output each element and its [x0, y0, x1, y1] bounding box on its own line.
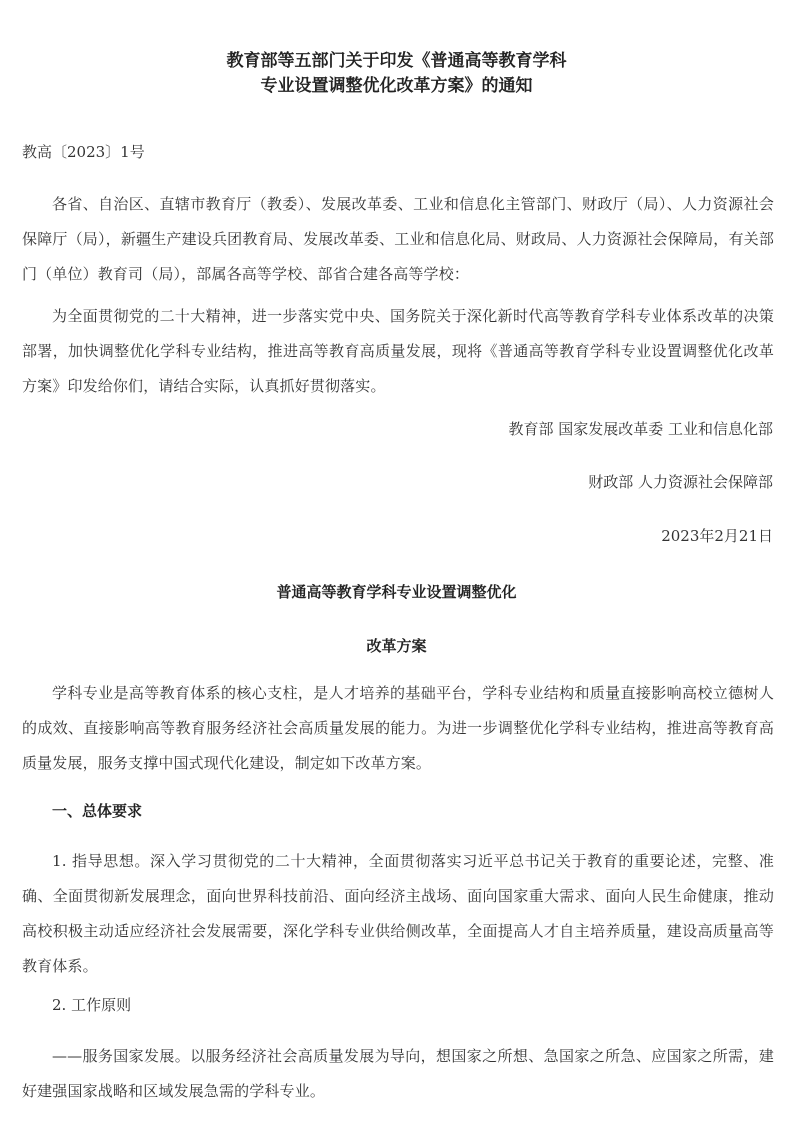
salutation-paragraph: 各省、自治区、直辖市教育厅（教委）、发展改革委、工业和信息化主管部门、财政厅（局）、人力资源社会保障厅（局），新疆生产建设兵团教育局、发展改革委、工业和信息化局、财政局、人力资源社会保障局，有关部门（单位）教育司（局），部属各高等学校、部省合建各高等学校： — [22, 195, 774, 283]
item1-paragraph: 1. 指导思想。深入学习贯彻党的二十大精神，全面贯彻落实习近平总书记关于教育的重要论述，完整、准确、全面贯彻新发展理念，面向世界科技前沿、面向经济主战场、面向国家重大需求、面向人民生命健康，推动高校积极主动适应经济社会发展需要，深化学科专业供给侧改革，全面提高人才自主培养质量，建设高质量高等教育体系。 — [22, 852, 774, 975]
notice-title-line1: 教育部等五部门关于印发《普通高等教育学科 — [226, 51, 567, 71]
section1-heading: 一、总体要求 — [52, 802, 143, 820]
notice-body-paragraph: 为全面贯彻党的二十大精神，进一步落实党中央、国务院关于深化新时代高等教育学科专业体系改革的决策部署，加快调整优化学科专业结构，推进高等教育高质量发展，现将《普通高等教育学科专业设置调整优化改革方案》印发给你们，请结合实际，认真抓好贯彻落实。 — [22, 307, 774, 395]
notice-title-line2: 专业设置调整优化改革方案》的通知 — [260, 76, 533, 96]
plan-title-line2: 改革方案 — [366, 637, 427, 655]
item2-heading: 2. 工作原则 — [52, 996, 132, 1014]
principle1-paragraph: ——服务国家发展。以服务经济社会高质量发展为导向，想国家之所想、急国家之所急、应国家之所需，建好建强国家战略和区域发展急需的学科专业。 — [22, 1047, 774, 1100]
notice-date: 2023年2月21日 — [661, 527, 773, 545]
signatories-line1: 教育部 国家发展改革委 工业和信息化部 — [508, 420, 773, 438]
signatories-line2: 财政部 人力资源社会保障部 — [588, 473, 773, 491]
plan-intro-paragraph: 学科专业是高等教育体系的核心支柱，是人才培养的基础平台，学科专业结构和质量直接影响高校立德树人的成效、直接影响高等教育服务经济社会高质量发展的能力。为进一步调整优化学科专业结构，推进高等教育高质量发展，服务支撑中国式现代化建设，制定如下改革方案。 — [22, 684, 774, 772]
doc-number: 教高〔2023〕1号 — [22, 143, 145, 161]
plan-title-line1: 普通高等教育学科专业设置调整优化 — [276, 583, 517, 601]
